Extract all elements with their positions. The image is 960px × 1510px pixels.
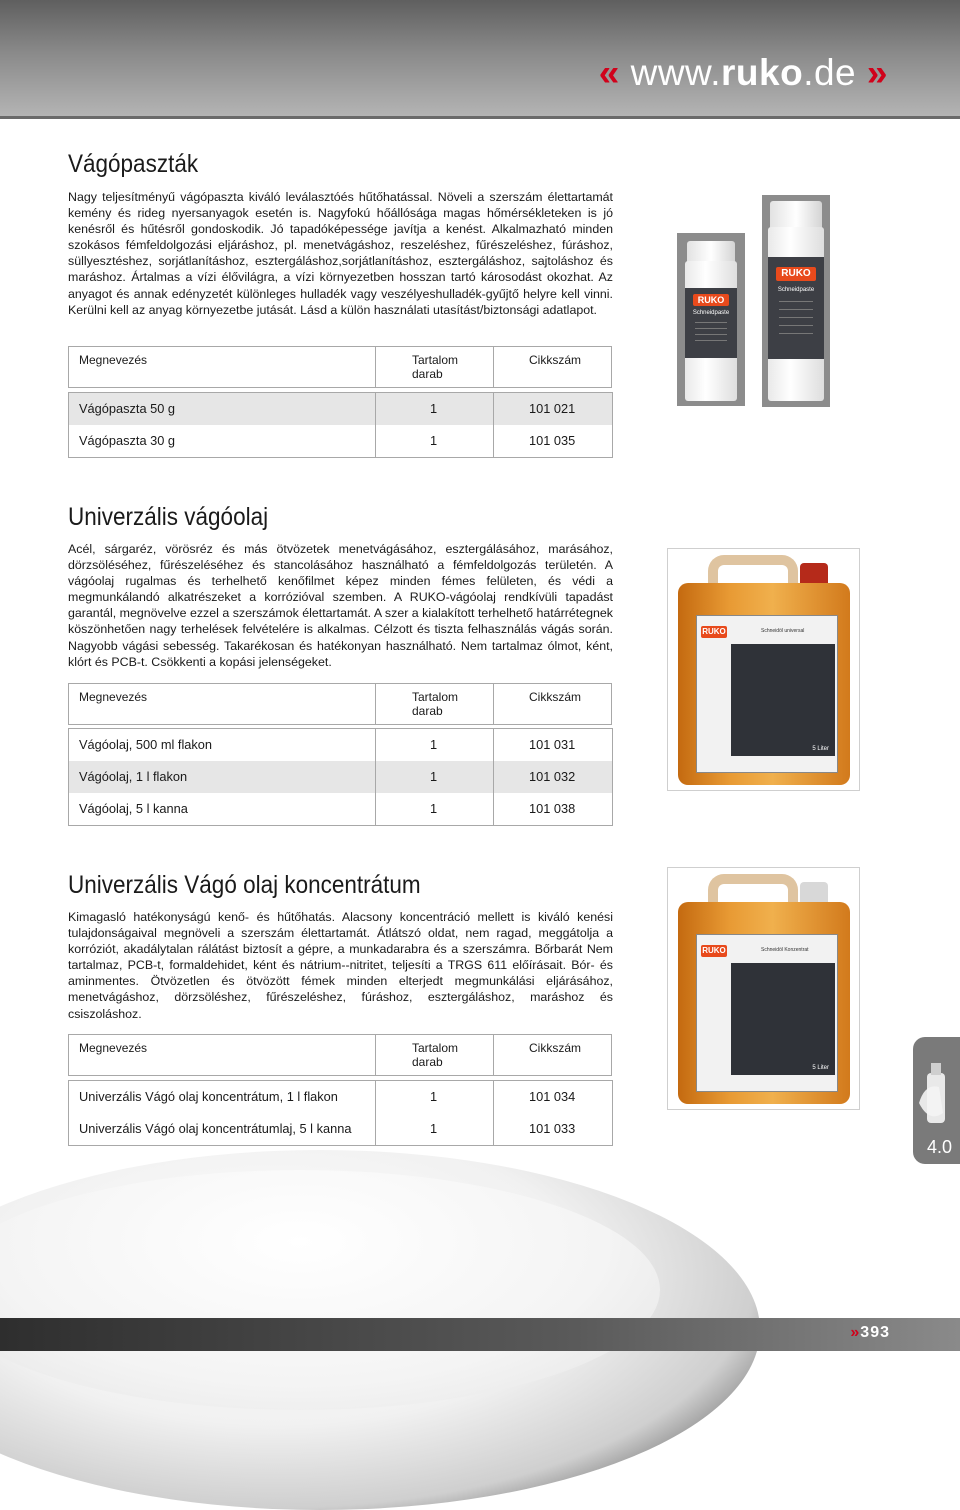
product-quantity: 1	[430, 737, 438, 752]
product-table-body	[68, 728, 613, 826]
column-divider	[493, 761, 494, 793]
can-product-name: Schneidöl Konzentrat	[761, 947, 809, 953]
product-article-number: 101 021	[529, 401, 576, 416]
column-divider	[493, 1113, 494, 1145]
product-name: Vágóolaj, 5 l kanna	[79, 801, 188, 816]
chapter-number: 4.0	[927, 1137, 953, 1157]
column-divider	[493, 1081, 494, 1113]
column-divider	[375, 1081, 376, 1113]
column-header-content: Tartalom darab	[412, 690, 459, 718]
column-divider	[493, 729, 494, 761]
table-row	[69, 1081, 612, 1113]
can-label-panel	[731, 963, 835, 1075]
product-article-number: 101 031	[529, 737, 576, 752]
ruko-logo: RUKO	[693, 294, 729, 306]
column-divider	[493, 393, 494, 425]
tube-label	[768, 257, 824, 359]
product-image-oil-can-5l	[667, 548, 860, 791]
page-footer	[0, 1318, 960, 1351]
label-line	[779, 301, 813, 302]
header-divider	[0, 116, 960, 119]
column-divider	[493, 684, 494, 724]
label-line	[695, 328, 726, 329]
product-article-number: 101 035	[529, 433, 576, 448]
table-row	[69, 729, 612, 761]
tube-product-name: Schneidpaste	[692, 310, 730, 316]
page-number-value: 393	[860, 1324, 890, 1341]
column-divider	[493, 1035, 494, 1075]
tube-label	[685, 288, 737, 358]
column-header-article: Cikkszám	[529, 353, 582, 367]
table-row	[69, 393, 612, 425]
product-name: Vágópaszta 50 g	[79, 401, 176, 416]
product-article-number: 101 032	[529, 769, 576, 784]
column-divider	[375, 425, 376, 457]
label-line	[695, 340, 726, 341]
table-header	[68, 1034, 612, 1076]
product-quantity: 1	[430, 1121, 438, 1136]
label-line	[779, 317, 813, 318]
column-divider	[493, 425, 494, 457]
product-table-body	[68, 392, 613, 458]
column-divider	[375, 684, 376, 724]
product-quantity: 1	[430, 769, 438, 784]
product-image-paste-30g	[677, 233, 745, 406]
product-image-concentrate-can-5l	[667, 867, 860, 1110]
product-name: Univerzális Vágó olaj koncentrátumlaj, 5 l kanna	[79, 1121, 352, 1136]
column-divider	[375, 793, 376, 825]
column-divider	[375, 1035, 376, 1075]
ruko-logo: RUKO	[702, 627, 726, 636]
section-text-cutting-paste: Nagy teljesítményű vágópaszta kiváló leválasztóés hűtőhatással. Növeli a szerszám élettartamát kemény és rideg nyersanyagok esetén is. Nagyfokú hőállósága magas hőmérsékleteken is jó kenésről és hűtésről gondoskodik. Jó tapadóképessége javítja a kenést. Alkalmazható minden szokásos fémfeldolgozási eljáráshoz, pl. menetvágáshoz, reszeléshez, fűrészeléshez, fúráshoz, süllyesztéshez, sorjátlanításhoz, esztergáláshoz,sorjátlanításhoz, esztergáláshoz, sajtoláshoz és maráshoz. Ártalmas a vízi élővilágra, a vízi környezetben hosszan tartó károsodást okozhat. Az anyagot és annak edényzetét különleges hulladék vagy veszélyeshulladék-gyűjtő helyre kell vinni. Kerülni kell az anyag környezetbe jutását. Lásd a külön használati utasítást/biztonsági adatlapot.	[68, 190, 613, 317]
column-divider	[493, 793, 494, 825]
column-divider	[493, 347, 494, 387]
product-quantity: 1	[430, 1089, 438, 1104]
column-divider	[375, 393, 376, 425]
page-marker: »	[850, 1324, 861, 1341]
tube-product-name: Schneidpaste	[777, 287, 815, 293]
column-header-content: Tartalom darab	[412, 1041, 459, 1069]
table-header	[68, 683, 612, 725]
url-prefix: www.	[619, 52, 722, 93]
ruko-logo: RUKO	[702, 946, 726, 955]
product-table-body	[68, 1080, 613, 1146]
label-line	[779, 309, 813, 310]
table-row	[69, 793, 612, 825]
product-image-paste-50g	[762, 195, 830, 407]
product-article-number: 101 038	[529, 801, 576, 816]
product-quantity: 1	[430, 433, 438, 448]
section-text-cutting-oil: Acél, sárgaréz, vörösréz és más ötvözetek menetvágásához, esztergálásához, marásához, dörzsöléséhez, fűrészeléséhez és stancolásához használható a fémfeldolgozás területén. A vágóolaj rugalmas és terhelhető kenőfilmet képez minden fémes felületen, és védi a megmunkálandó alkatrészeket a korrózióval szemben. A RUKO-vágóolaj rendkívüli tapadást garantál, megnövelve ezzel a szerszámok élettartamát. A szer a kialakított terhelhető határrétegnek köszönhetően nagy terhelések felvételére is alkalmas. Célzott és tiszta felhasználás vágás során. Nagyobb vágási sebesség. Takarékosan és hatékonyan használható. Nem tartalmaz ólmot, ként, klórt és PCB-t. Csökkenti a kopási jelenségeket.	[68, 542, 613, 669]
product-name: Vágópaszta 30 g	[79, 433, 176, 448]
url-suffix: .de	[803, 52, 867, 93]
table-row	[69, 761, 612, 793]
label-line	[695, 322, 726, 323]
url-close-guillemet: »	[866, 52, 888, 93]
product-quantity: 1	[430, 401, 438, 416]
column-header-name: Megnevezés	[79, 1041, 148, 1055]
column-header-content: Tartalom darab	[412, 353, 459, 381]
url-brand: ruko	[721, 52, 804, 93]
product-article-number: 101 034	[529, 1089, 576, 1104]
can-label	[696, 615, 838, 773]
table-header	[68, 346, 612, 388]
spray-can-icon	[913, 1043, 960, 1133]
product-article-number: 101 033	[529, 1121, 576, 1136]
url-open-guillemet: «	[598, 52, 620, 93]
column-header-article: Cikkszám	[529, 1041, 582, 1055]
label-line	[695, 334, 726, 335]
label-line	[779, 333, 813, 334]
ruko-logo: RUKO	[776, 267, 816, 281]
can-product-name: Schneidöl universal	[761, 628, 805, 634]
table-row	[69, 1113, 612, 1145]
website-url[interactable]	[599, 52, 888, 94]
column-divider	[375, 761, 376, 793]
can-label	[696, 934, 838, 1092]
chapter-tab[interactable]	[913, 1037, 960, 1164]
section-text-oil-concentrate: Kimagasló hatékonyságú kenő- és hűtőhatás. Alacsony koncentráció mellett is kiváló kenési tulajdonságaival megnöveli a szerszám élettartamát. Átlátszó oldat, nem ragad, meggátolja a korróziót, akadálytalan rálátást biztosít a gépre, a munkadarabra és a szerszámra. Bőrbarát Nem tartalmaz, PCB-t, formaldehidet, ként és nátrium--nitritet, teljesíti a TRGS 611 előírásait. Bór- és aminmentes. Ötvözetlen és ötvözött fémek minden elterjedt megmunkálási eljárásához, menetvágáshoz, dörzsöléshez, fűrészeléshez, fúráshoz, esztergáláshoz, maráshoz és csiszoláshoz.	[68, 910, 613, 1021]
can-volume: 5 Liter	[812, 1065, 829, 1071]
can-label-panel	[731, 644, 835, 756]
product-name: Vágóolaj, 1 l flakon	[79, 769, 188, 784]
table-row	[69, 425, 612, 457]
section-title-oil-concentrate: Univerzális Vágó olaj koncentrátum	[68, 871, 421, 899]
product-name: Vágóolaj, 500 ml flakon	[79, 737, 213, 752]
page-number	[850, 1324, 890, 1342]
section-title-cutting-paste: Vágópaszták	[68, 150, 199, 178]
tube-cap	[770, 201, 822, 229]
column-divider	[375, 1113, 376, 1145]
section-title-cutting-oil: Univerzális vágóolaj	[68, 503, 269, 531]
product-name: Univerzális Vágó olaj koncentrátum, 1 l flakon	[79, 1089, 338, 1104]
can-volume: 5 Liter	[812, 746, 829, 752]
label-line	[779, 325, 813, 326]
column-header-name: Megnevezés	[79, 353, 148, 367]
column-header-article: Cikkszám	[529, 690, 582, 704]
tube-cap	[687, 241, 735, 263]
column-divider	[375, 347, 376, 387]
product-quantity: 1	[430, 801, 438, 816]
column-divider	[375, 729, 376, 761]
column-header-name: Megnevezés	[79, 690, 148, 704]
